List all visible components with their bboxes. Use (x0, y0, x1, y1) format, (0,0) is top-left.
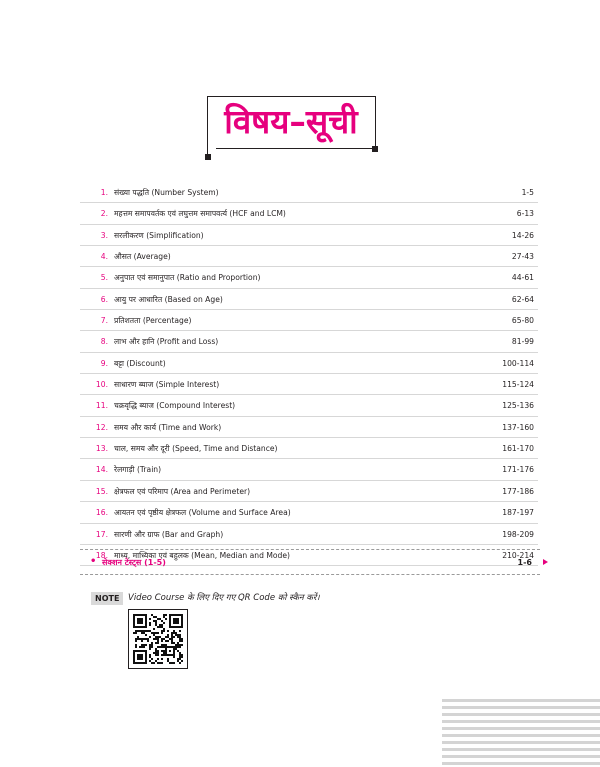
toc-row[interactable] (80, 481, 538, 502)
toc-label: महत्तम समापवर्तक एवं लघुत्तम समापवर्त्य (HCF and LCM) (114, 209, 286, 219)
toc-number: 2. (100, 209, 108, 219)
toc-row[interactable] (80, 331, 538, 352)
qr-code-icon (133, 614, 183, 664)
arrow-right-icon (543, 559, 548, 565)
toc-pages: 115-124 (502, 380, 534, 390)
toc-row[interactable] (80, 182, 538, 203)
stripe (442, 720, 600, 723)
toc-label: साधारण ब्याज (Simple Interest) (114, 380, 220, 390)
toc-label: बट्टा (Discount) (114, 358, 166, 368)
toc-section-tests[interactable] (80, 549, 540, 575)
stripe (442, 713, 600, 716)
toc-label: सेक्शन टेस्ट्स (1-5) (102, 558, 166, 567)
toc-pages: 27-43 (511, 252, 534, 262)
toc-row[interactable] (80, 502, 538, 523)
toc-label: आयु पर आधारित (Based on Age) (114, 294, 223, 304)
toc-pages: 62-64 (511, 294, 534, 304)
qr-code[interactable] (128, 609, 188, 669)
toc-label: प्रतिशतता (Percentage) (114, 316, 192, 326)
toc-pages: 177-186 (502, 486, 534, 496)
toc-number: 17. (95, 529, 108, 539)
toc-number: 9. (100, 358, 108, 368)
toc-label: आयतन एवं पृष्ठीय क्षेत्रफल (Volume and Surface Area) (114, 508, 291, 518)
toc-number: 12. (95, 422, 108, 432)
page-title: विषय–सूची (224, 102, 358, 141)
toc-pages: 100-114 (502, 358, 534, 368)
toc-label: लाभ और हानि (Profit and Loss) (114, 337, 219, 347)
toc-row[interactable] (80, 353, 538, 374)
toc-pages: 137-160 (502, 422, 534, 432)
toc-number: 1. (100, 188, 108, 197)
decorative-stripes (442, 699, 600, 767)
toc-number: 16. (95, 508, 108, 518)
toc-pages: 6-13 (516, 209, 534, 219)
toc-pages: 1-6 (517, 558, 532, 567)
toc-pages: 171-176 (502, 465, 534, 475)
toc-label: रेलगाड़ी (Train) (114, 465, 162, 475)
toc-number: 5. (100, 273, 108, 283)
toc-pages: 210-214 (502, 550, 534, 560)
bullet-icon: • (90, 556, 97, 567)
toc-label: क्षेत्रफल एवं परिमाप (Area and Perimeter) (114, 486, 251, 496)
toc-pages: 65-80 (511, 316, 534, 326)
toc-label: सारणी और ग्राफ (Bar and Graph) (114, 529, 224, 539)
toc-pages: 81-99 (511, 337, 534, 347)
toc-number: 7. (100, 316, 108, 326)
note-text: Video Course के लिए दिए गए QR Code को स्कैन करें। (128, 593, 320, 603)
toc-number: 8. (100, 337, 108, 347)
toc-pages: 14-26 (511, 230, 534, 240)
toc-number: 18. (95, 550, 108, 560)
toc-number: 11. (95, 401, 108, 411)
stripe (442, 741, 600, 744)
toc-number: 3. (100, 230, 108, 240)
toc-label: संख्या पद्धति (Number System) (114, 188, 219, 197)
stripe (442, 734, 600, 737)
toc-row[interactable] (80, 310, 538, 331)
toc-pages: 125-136 (502, 401, 534, 411)
toc-row[interactable] (80, 225, 538, 246)
toc-row[interactable] (80, 203, 538, 224)
toc-row[interactable] (80, 459, 538, 480)
stripe (442, 755, 600, 758)
stripe (442, 699, 600, 702)
toc-number: 15. (95, 486, 108, 496)
toc-label: माध्य, माध्यिका एवं बहुलक (Mean, Median and Mode) (114, 550, 291, 560)
toc-label: अनुपात एवं समानुपात (Ratio and Proportion) (114, 273, 261, 283)
corner-square (205, 154, 211, 160)
toc-number: 14. (95, 465, 108, 475)
toc-pages: 1-5 (521, 188, 534, 197)
toc-label: औसत (Average) (114, 252, 171, 262)
toc-label: चाल, समय और दूरी (Speed, Time and Distance) (114, 444, 278, 454)
toc-row[interactable] (80, 289, 538, 310)
toc-row[interactable] (80, 246, 538, 267)
toc-row[interactable] (80, 395, 538, 416)
toc-row[interactable] (80, 438, 538, 459)
note-badge: NOTE (91, 592, 123, 605)
toc-number: 13. (95, 444, 108, 454)
toc-number: 4. (100, 252, 108, 262)
toc-label: चक्रवृद्धि ब्याज (Compound Interest) (114, 401, 236, 411)
toc-number: 6. (100, 294, 108, 304)
toc-pages: 198-209 (502, 529, 534, 539)
toc-pages: 187-197 (502, 508, 534, 518)
stripe (442, 762, 600, 765)
toc-row[interactable] (80, 267, 538, 288)
title-frame-left (207, 96, 208, 158)
stripe (442, 727, 600, 730)
title-frame-bottom (216, 148, 375, 149)
toc-row[interactable] (80, 524, 538, 545)
stripe (442, 706, 600, 709)
toc-row[interactable] (80, 417, 538, 438)
toc-number: 10. (95, 380, 108, 390)
toc-pages: 161-170 (502, 444, 534, 454)
stripe (442, 748, 600, 751)
toc-pages: 44-61 (511, 273, 534, 283)
toc-row[interactable] (80, 374, 538, 395)
toc-list (80, 182, 538, 566)
corner-square (372, 146, 378, 152)
toc-label: समय और कार्य (Time and Work) (114, 422, 222, 432)
toc-label: सरलीकरण (Simplification) (114, 230, 204, 240)
